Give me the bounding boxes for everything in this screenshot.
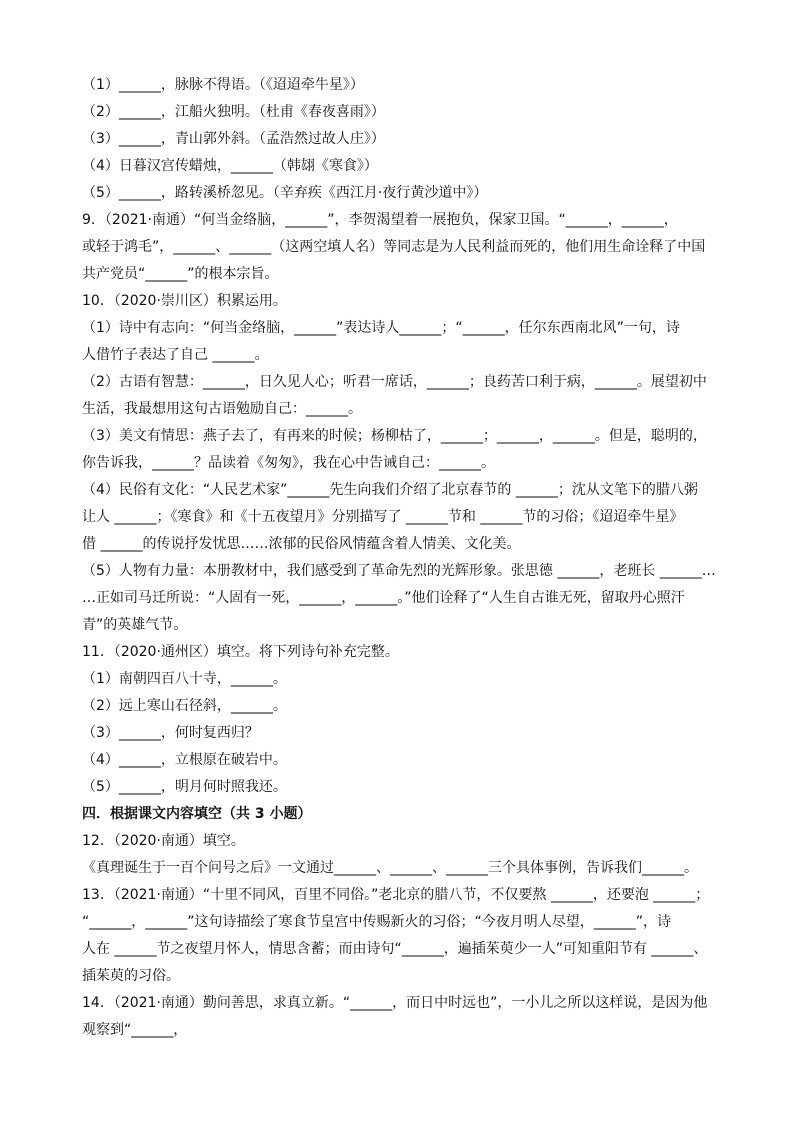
text-line: （4）日暮汉宫传蜡烛，______（韩翃《寒食》） [82,158,378,174]
text-line: （5）______，路转溪桥忽见。（辛弃疾《西江月·夜行黄沙道中》） [82,185,488,201]
question-9: 9．（2021·南通）“何当金络脑，______”，李贺渴望着一展抱负，保家卫国。“______，______， [82,212,678,228]
question-13: 13．（2021·南通）“十里不同风，百里不同俗。”老北京的腊八节，不仅要熬 ______，还要泡 ______； [82,887,710,903]
question-12: 12．（2020·南通）填空。 [82,833,245,849]
text-line: 你告诉我，______？品读着《匆匆》，我在心中告诫自己：______。 [82,455,495,471]
exercise-text [82,72,722,1044]
text-line: 《真理诞生于一百个问号之后》一文通过______、______、______三个具体事例，告诉我们______。 [82,860,698,876]
text-line: 人借竹子表达了自己 ______。 [82,347,269,363]
text-line: （3）美文有情思：燕子去了，有再来的时候；杨柳枯了，______；______，______。但是，聪明的， [82,428,707,444]
text-line: （4）______，立根原在破岩中。 [82,752,287,768]
question-14: 14．（2021·南通）勤问善思，求真立新。“______，而日中时远也”，一小儿之所以这样说，是因为他 [82,995,708,1011]
text-line: （1）诗中有志向：“何当金络脑，______”表达诗人______；“______，任尔东西南北风”一句，诗 [82,320,680,336]
text-line: 借 ______的传说抒发忧思……浓郁的民俗风情蕴含着人情美、文化美。 [82,536,521,552]
text-line: （5）______，明月何时照我还。 [82,779,287,795]
text-line: （4）民俗有文化：“人民艺术家”______先生向我们介绍了北京春节的 ______；沈从文笔下的腊八粥 [82,482,698,498]
text-line: “______，______”这句诗描绘了寒食节皇宫中传赐新火的习俗；“今夜月明人尽望，______”，诗 [82,914,672,930]
text-line: 插茱萸的习俗。 [82,968,180,984]
text-line: …正如司马迁所说：“人固有一死，______，______。”他们诠释了“人生自古谁无死，留取丹心照汗 [82,590,685,606]
text-line: （1）______，脉脉不得语。（《迢迢牵牛星》） [82,77,364,93]
text-line: 人在 ______节之夜望月怀人，情思含蓄；而由诗句“______，遍插茱萸少一人”可知重阳节有 ______、 [82,941,708,957]
text-line: 观察到“______， [82,1022,188,1038]
text-line: （2）远上寒山石径斜，______。 [82,698,287,714]
text-line: 让人 ______；《寒食》和《十五夜望月》分别描写了 ______节和 ______节的习俗；《迢迢牵牛星》 [82,509,684,525]
question-11: 11．（2020·通州区）填空。将下列诗句补充完整。 [82,644,399,660]
text-line: 生活，我最想用这句古语勉励自己：______。 [82,401,362,417]
text-line: （5）人物有力量：本册教材中，我们感受到了革命先烈的光辉形象。张思德 ______，老班长 ______… [82,563,716,579]
text-line: 共产党员“______”的根本宗旨。 [82,266,279,282]
text-line: （2）______，江船火独明。（杜甫《春夜喜雨》） [82,104,385,120]
text-line: （3）______，何时复西归？ [82,725,259,741]
text-line: 或轻于鸿毛”，______、______（这两空填人名）等同志是为人民利益而死的，他们用生命诠释了中国 [82,239,706,255]
text-line: （3）______，青山郭外斜。（孟浩然过故人庄》） [82,131,385,147]
text-line: 青”的英雄气节。 [82,617,188,633]
text-line: （1）南朝四百八十寺，______。 [82,671,287,687]
text-line: （2）古语有智慧：______，日久见人心；听君一席话，______；良药苦口利于病，______。展望初中 [82,374,707,390]
section-heading: 四．根据课文内容填空（共 3 小题） [82,806,312,822]
question-10: 10．（2020·崇川区）积累运用。 [82,293,287,309]
